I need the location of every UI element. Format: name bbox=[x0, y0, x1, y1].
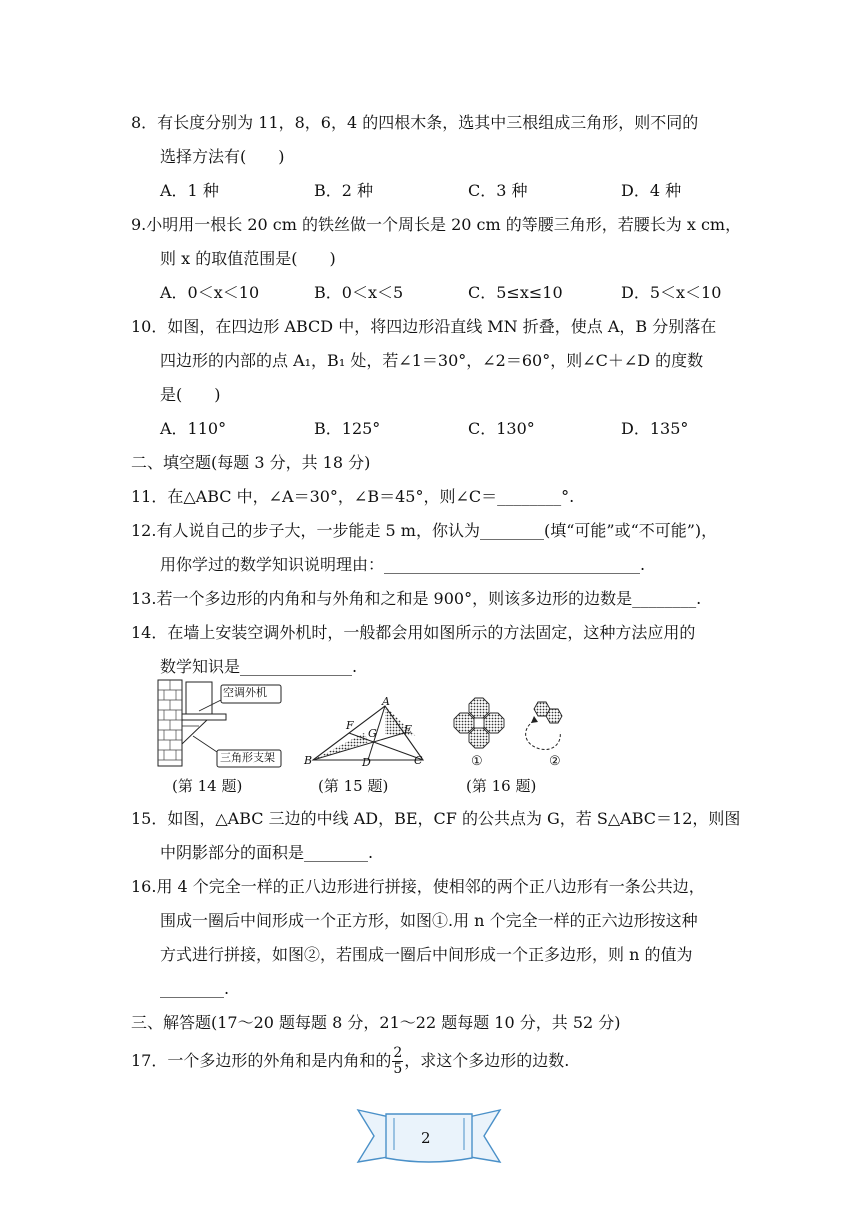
q9-option-b: B．0＜x＜5 bbox=[314, 283, 404, 302]
figure-15-label-b: B bbox=[304, 754, 313, 767]
q17-pre: 17．一个多边形的外角和是内角和的 bbox=[131, 1051, 392, 1070]
q16-line4: ________. bbox=[160, 979, 230, 998]
q10-line2: 四边形的内部的点 A₁，B₁ 处，若∠1＝30°，∠2＝60°，则∠C＋∠D 的度数 bbox=[160, 351, 704, 370]
q11-line: 11．在△ABC 中，∠A＝30°，∠B＝45°，则∠C＝________°. bbox=[131, 487, 575, 506]
figure-14-caption: (第 14 题) bbox=[172, 777, 243, 795]
q9-option-d: D．5＜x＜10 bbox=[621, 283, 722, 302]
figure-14-label-ac: 空调外机 bbox=[223, 686, 267, 699]
q17-post: ，求这个多边形的边数. bbox=[404, 1051, 570, 1070]
q8-option-c: C．3 种 bbox=[468, 181, 528, 200]
figure-15-label-c: C bbox=[414, 754, 423, 767]
figure-16-diagram bbox=[452, 696, 572, 754]
figure-15-label-e: E bbox=[404, 723, 413, 736]
q9-line2: 则 x 的取值范围是( ) bbox=[160, 249, 336, 268]
figure-15-label-d: D bbox=[362, 756, 371, 769]
q9-line1: 9.小明用一根长 20 cm 的铁丝做一个周长是 20 cm 的等腰三角形，若腰长为 x cm， bbox=[131, 215, 742, 234]
page-number: 2 bbox=[421, 1129, 431, 1147]
q10-line1: 10．如图，在四边形 ABCD 中，将四边形沿直线 MN 折叠，使点 A，B 分别落在 bbox=[131, 317, 717, 336]
q17-line bbox=[131, 1044, 569, 1078]
q17-fraction-den: 5 bbox=[393, 1061, 403, 1077]
q16-line1: 16.用 4 个完全一样的正八边形进行拼接，使相邻的两个正八边形有一条公共边， bbox=[131, 877, 705, 896]
q10-line3: 是( ) bbox=[160, 385, 221, 404]
q9-option-a: A．0＜x＜10 bbox=[160, 283, 260, 302]
q14-line2: 数学知识是______________. bbox=[160, 657, 358, 676]
q17-fraction bbox=[392, 1046, 403, 1077]
section-3-heading: 三、解答题(17～20 题每题 8 分，21～22 题每题 10 分，共 52 分) bbox=[131, 1013, 621, 1032]
q8-line2: 选择方法有( ) bbox=[160, 147, 285, 166]
q10-option-c: C．130° bbox=[468, 419, 535, 438]
section-2-heading: 二、填空题(每题 3 分，共 18 分) bbox=[131, 453, 371, 472]
figure-16-caption: (第 16 题) bbox=[466, 777, 537, 795]
q15-line2: 中阴影部分的面积是________. bbox=[160, 843, 374, 862]
q10-option-d: D．135° bbox=[621, 419, 689, 438]
q17-fraction-num: 2 bbox=[393, 1045, 403, 1061]
q10-option-a: A．110° bbox=[160, 419, 227, 438]
figure-14-label-bracket: 三角形支架 bbox=[220, 751, 275, 764]
q16-line3: 方式进行拼接，如图②，若围成一圈后中间形成一个正多边形，则 n 的值为 bbox=[160, 945, 693, 964]
figure-16-mark-2: ② bbox=[549, 754, 561, 769]
q8-line1: 8．有长度分别为 11，8，6，4 的四根木条，选其中三根组成三角形，则不同的 bbox=[131, 113, 699, 132]
figure-15-label-f: F bbox=[346, 719, 354, 732]
figure-15-label-a: A bbox=[382, 695, 390, 708]
q9-option-c: C．5≤x≤10 bbox=[468, 283, 563, 302]
figure-16-mark-1: ① bbox=[471, 754, 483, 769]
figure-15-caption: (第 15 题) bbox=[318, 777, 389, 795]
q8-option-d: D．4 种 bbox=[621, 181, 682, 200]
figure-15-label-g: G bbox=[368, 727, 377, 740]
q8-option-b: B．2 种 bbox=[314, 181, 374, 200]
q13-line: 13.若一个多边形的内角和与外角和之和是 900°，则该多边形的边数是________. bbox=[131, 589, 702, 608]
q16-line2: 围成一圈后中间形成一个正方形，如图①.用 n 个完全一样的正六边形按这种 bbox=[160, 911, 698, 930]
q14-line1: 14．在墙上安装空调外机时，一般都会用如图所示的方法固定，这种方法应用的 bbox=[131, 623, 696, 642]
q8-option-a: A．1 种 bbox=[160, 181, 219, 200]
q12-line1: 12.有人说自己的步子大，一步能走 5 m，你认为________(填“可能”或“不可能”)， bbox=[131, 521, 718, 540]
q10-option-b: B．125° bbox=[314, 419, 381, 438]
q15-line1: 15．如图，△ABC 三边的中线 AD，BE，CF 的公共点为 G，若 S△ABC＝12，则图 bbox=[131, 809, 741, 828]
q12-line2: 用你学过的数学知识说明理由：________________________________. bbox=[160, 555, 646, 574]
